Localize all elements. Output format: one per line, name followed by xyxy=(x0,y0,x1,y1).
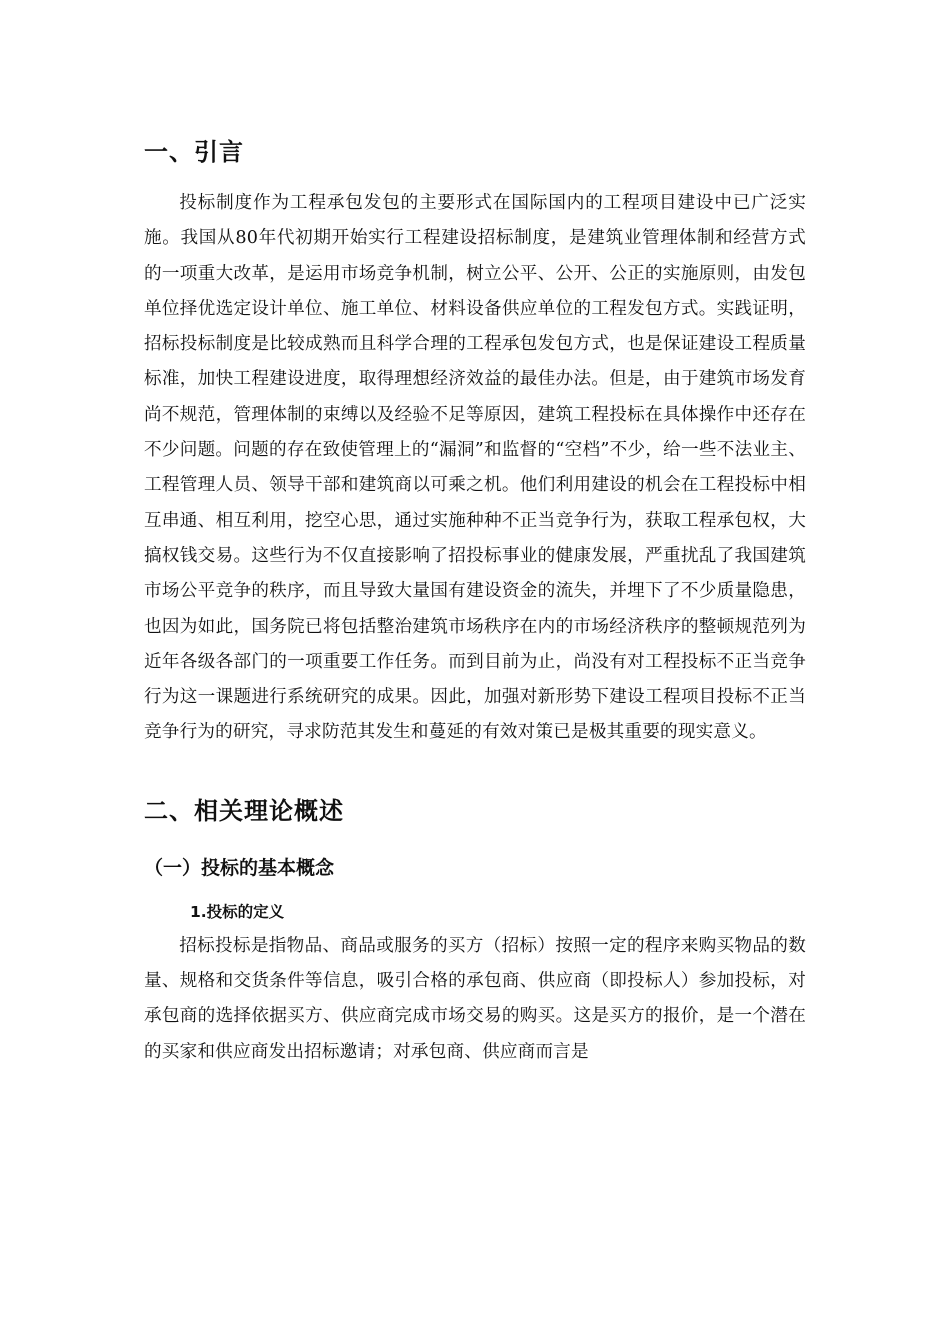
section-heading-theory-overview: 二、相关理论概述 xyxy=(144,796,344,825)
item-heading-bid-definition: 1.投标的定义 xyxy=(190,902,285,921)
introduction-paragraph: 投标制度作为工程承包发包的主要形式在国际国内的工程项目建设中已广泛实施。我国从80年代初期开始实行工程建设招标制度，是建筑业管理体制和经营方式的一项重大改革，是运用市场竞争机制，树立公平、公开、公正的实施原则，由发包单位择优选定设计单位、施工单位、材料设备供应单位的工程发包方式。实践证明，招标投标制度是比较成熟而且科学合理的工程承包发包方式，也是保证建设工程质量标准，加快工程建设进度，取得理想经济效益的最佳办法。但是，由于建筑市场发育尚不规范，管理体制的束缚以及经验不足等原因，建筑工程投标在具体操作中还存在不少问题。问题的存在致使管理上的“漏洞”和监督的“空档”不少，给一些不法业主、工程管理人员、领导干部和建筑商以可乘之机。他们利用建设的机会在工程投标中相互串通、相互利用，挖空心思，通过实施种种不正当竞争行为，获取工程承包权，大搞权钱交易。这些行为不仅直接影响了招投标事业的健康发展，严重扰乱了我国建筑市场公平竞争的秩序，而且导致大量国有建设资金的流失，并埋下了不少质量隐患，也因为如此，国务院已将包括整治建筑市场秩序在内的市场经济秩序的整顿规范列为近年各级各部门的一项重要工作任务。而到目前为止，尚没有对工程投标不正当竞争行为这一课题进行系统研究的成果。因此，加强对新形势下建设工程项目投标不正当竞争行为的研究，寻求防范其发生和蔓延的有效对策已是极其重要的现实意义。 xyxy=(144,193,806,743)
bid-definition-paragraph: 招标投标是指物品、商品或服务的买方（招标）按照一定的程序来购买物品的数量、规格和交货条件等信息，吸引合格的承包商、供应商（即投标人）参加投标，对承包商的选择依据买方、供应商完成市场交易的购买。这是买方的报价，是一个潜在的买家和供应商发出招标邀请；对承包商、供应商而言是 xyxy=(144,935,806,1062)
document-body xyxy=(144,134,806,1070)
subsection-heading-basic-concepts: （一）投标的基本概念 xyxy=(144,856,335,879)
section-heading-introduction: 一、引言 xyxy=(144,138,244,166)
